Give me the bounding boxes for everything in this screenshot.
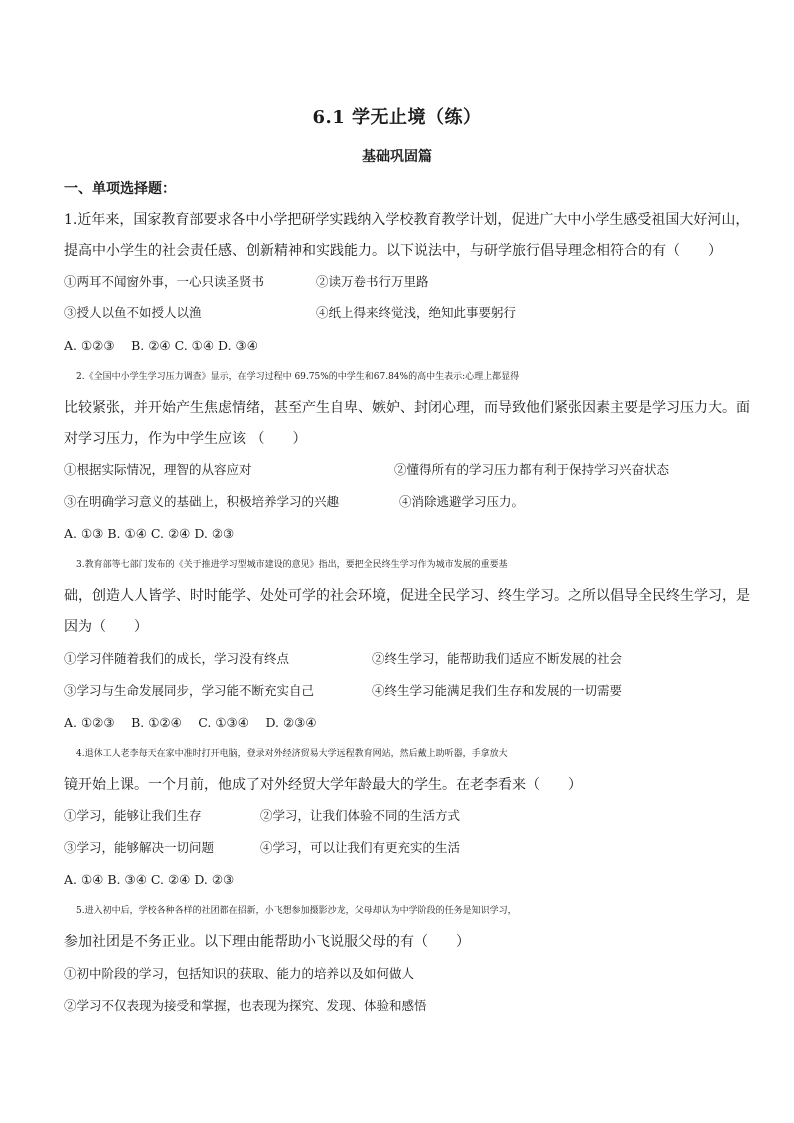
q4-option-row-1: [64, 806, 744, 826]
q3-option-3: ③学习与生命发展同步，学习能不断充实自己: [64, 683, 315, 698]
q4-answers: A. ①④ B. ③④ C. ②④ D. ②③: [64, 872, 235, 887]
q1-stem-line-2: 提高中小学生的社会责任感、创新精神和实践能力。以下说法中，与研学旅行倡导理念相符合的有（ ）: [64, 243, 722, 259]
q1-stem-line-1: 1.近年来，国家教育部要求各中小学把研学实践纳入学校教育教学计划，促进广大中小学生感受祖国大好河山，: [64, 212, 750, 228]
q1-answers: A. ①②③ B. ②④ C. ①④ D. ③④: [64, 338, 258, 353]
q1-option-2: ②读万卷书行万里路: [316, 274, 429, 289]
q2-option-1: ①根据实际情况，理智的从容应对: [64, 462, 252, 477]
q3-option-row-1: [64, 649, 744, 669]
q2-option-row-1: [64, 460, 744, 480]
q1-option-row-2: [64, 303, 744, 323]
q5-option-1: ①初中阶段的学习，包括知识的获取、能力的培养以及如何做人: [64, 966, 415, 981]
q3-answers: A. ①②③ B. ①②④ C. ①③④ D. ②③④: [64, 715, 317, 730]
q3-stem-line-3: 因为（ ）: [64, 619, 148, 635]
q3-option-2: ②终生学习，能帮助我们适应不断发展的社会: [372, 651, 623, 666]
q2-option-row-2: [64, 492, 744, 512]
q2-option-2: ②懂得所有的学习压力都有利于保持学习兴奋状态: [394, 462, 670, 477]
q5-stem-line-2: 参加社团是不务正业。以下理由能帮助小飞说服父母的有（ ）: [64, 934, 470, 950]
q4-stem-line-2: 镜开始上课。一个月前，他成了对外经贸大学年龄最大的学生。在老李看来（ ）: [64, 777, 582, 793]
q1-option-row-1: [64, 272, 744, 292]
q4-option-4: ④学习，可以让我们有更充实的生活: [260, 840, 461, 855]
q2-stem-line-1: 2.《全国中小学生学习压力调查》显示，在学习过程中 69.75%的中学生和67.84%的高中生表示:心理上都显得: [76, 372, 520, 382]
q1-option-4: ④纸上得来终觉浅，绝知此事要躬行: [316, 305, 517, 320]
q2-stem-line-3: 对学习压力，作为中学生应该 （ ）: [64, 431, 307, 447]
q5-stem-line-1: 5.进入初中后，学校各种各样的社团都在招新，小飞想参加摄影沙龙，父母却认为中学阶段的任务是知识学习，: [76, 906, 517, 916]
q2-stem-line-2: 比较紧张，并开始产生焦虑情绪，甚至产生自卑、嫉妒、封闭心理，而导致他们紧张因素主要是学习压力大。面: [64, 400, 750, 416]
q4-option-3: ③学习，能够解决一切问题: [64, 840, 215, 855]
q1-option-3: ③授人以鱼不如授人以渔: [64, 305, 202, 320]
q4-stem-line-1: 4.退休工人老李每天在家中准时打开电脑，登录对外经济贸易大学远程教育网站，然后戴上助听器，手拿放大: [76, 749, 508, 759]
page-subtitle: 基础巩固篇: [362, 149, 432, 165]
q4-option-row-2: [64, 838, 744, 858]
q4-option-1: ①学习，能够让我们生存: [64, 808, 202, 823]
q3-option-4: ④终生学习能满足我们生存和发展的一切需要: [372, 683, 623, 698]
section-heading: 一、单项选择题：: [64, 181, 176, 197]
q2-option-4: ④消除逃避学习压力。: [399, 494, 525, 509]
q3-option-row-2: [64, 681, 744, 701]
q5-option-2: ②学习不仅表现为接受和掌握，也表现为探究、发现、体验和感悟: [64, 998, 427, 1013]
q3-stem-line-1: 3.教育部等七部门发布的《关于推进学习型城市建设的意见》指出，要把全民终生学习作为城市发展的重要基: [76, 560, 508, 570]
page-title: 6.1 学无止境（练）: [312, 107, 482, 128]
q2-answers: A. ①③ B. ①④ C. ②④ D. ②③: [64, 526, 235, 541]
q3-option-1: ①学习伴随着我们的成长，学习没有终点: [64, 651, 290, 666]
q2-option-3: ③在明确学习意义的基础上，积极培养学习的兴趣: [64, 494, 340, 509]
q4-option-2: ②学习，让我们体验不同的生活方式: [260, 808, 461, 823]
q3-stem-line-2: 础，创造人人皆学、时时能学、处处可学的社会环境，促进全民学习、终生学习。之所以倡导全民终生学习，是: [64, 588, 750, 604]
q1-option-1: ①两耳不闻窗外事，一心只读圣贤书: [64, 274, 265, 289]
